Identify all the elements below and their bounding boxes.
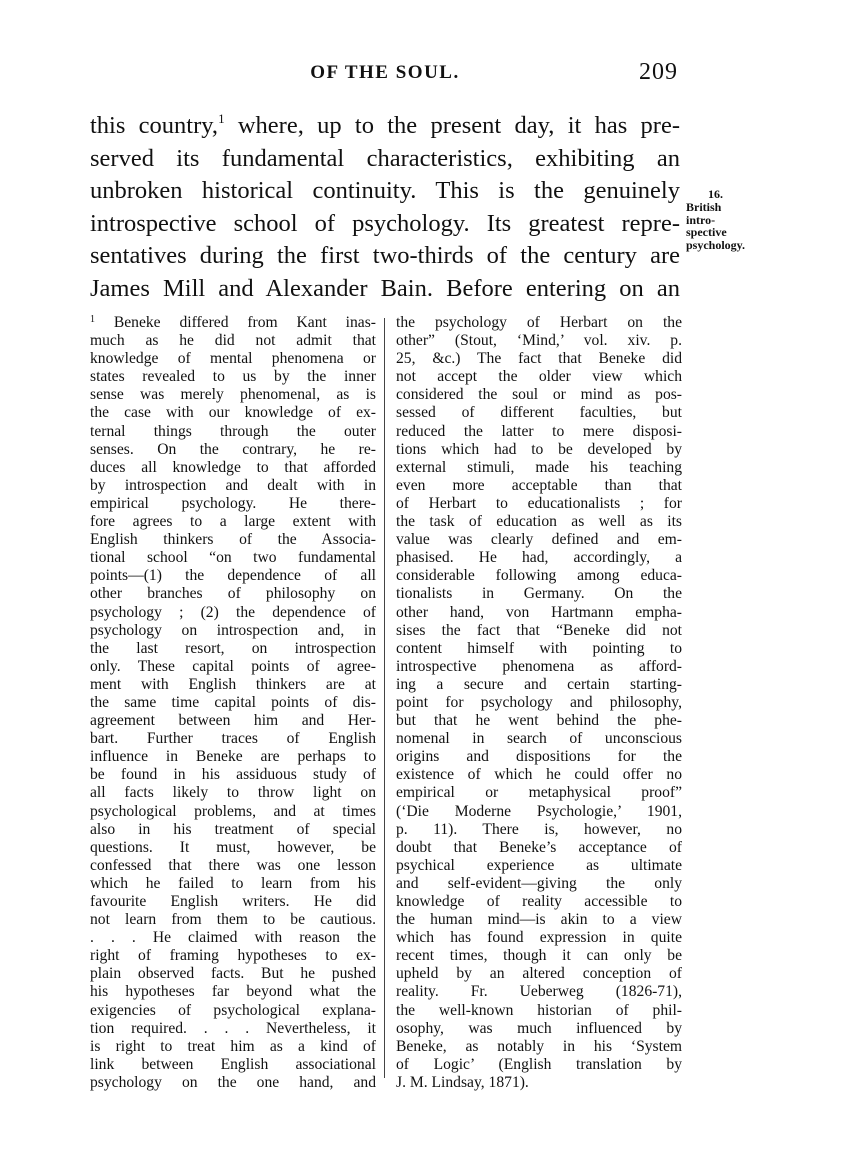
footnote-line: the last resort, on introspection bbox=[90, 639, 376, 657]
footnote-line: empirical psychology. He there- bbox=[90, 494, 376, 512]
footnote-line: agreement between him and Her- bbox=[90, 712, 376, 730]
footnote-line: existence of which he could offer no bbox=[396, 766, 682, 784]
footnote-line: knowledge of mental phenomena or bbox=[90, 350, 376, 368]
body-line: James Mill and Alexander Bain. Before entering on an bbox=[90, 274, 680, 302]
body-line: introspective school of psychology. Its greatest repre- bbox=[90, 209, 680, 237]
footnote-line: sises the fact that “Beneke did not bbox=[396, 621, 682, 639]
footnote-line: the case with our knowledge of ex- bbox=[90, 404, 376, 422]
footnote-line: the well-known historian of phil- bbox=[396, 1001, 682, 1019]
footnote-line: even more acceptable than that bbox=[396, 476, 682, 494]
footnote-marker: 1 bbox=[90, 314, 95, 325]
footnote-line: psychology on introspection and, in bbox=[90, 621, 376, 639]
footnote-line: confessed that there was one lesson bbox=[90, 856, 376, 874]
footnote-line: other branches of philosophy on bbox=[90, 585, 376, 603]
margin-note-number: 16. bbox=[708, 187, 723, 201]
body-line bbox=[90, 110, 680, 143]
footnote-line: other” (Stout, ‘Mind,’ vol. xiv. p. bbox=[396, 332, 682, 350]
footnote-line: which has found expression in quite bbox=[396, 929, 682, 947]
column-divider bbox=[384, 318, 385, 1078]
footnote-line: of Logic’ (English translation by bbox=[396, 1055, 682, 1073]
footnote-line: but that he went behind the phe- bbox=[396, 712, 682, 730]
footnote-line: upheld by an altered conception of bbox=[396, 965, 682, 983]
footnote-line: considered the soul or mind as pos- bbox=[396, 386, 682, 404]
footnote-left-column bbox=[90, 314, 376, 1092]
footnote-line: questions. It must, however, be bbox=[90, 838, 376, 856]
footnote-line: link between English associational bbox=[90, 1055, 376, 1073]
footnote-line: senses. On the contrary, he re- bbox=[90, 440, 376, 458]
footnote-line: psychological problems, and at times bbox=[90, 802, 376, 820]
footnote-line: the human mind—is akin to a view bbox=[396, 911, 682, 929]
footnote-line: Beneke, as notably in his ‘System bbox=[396, 1037, 682, 1055]
footnote-line: ment with English thinkers are at bbox=[90, 675, 376, 693]
page-number: 209 bbox=[639, 59, 678, 85]
footnote-line: osophy, was much influenced by bbox=[396, 1019, 682, 1037]
margin-note-line: spective bbox=[686, 225, 727, 240]
footnote-line: only. These capital points of agree- bbox=[90, 657, 376, 675]
footnote-line: content himself with pointing to bbox=[396, 639, 682, 657]
margin-note-line: British bbox=[686, 199, 722, 214]
footnote-line: considerable following among educa- bbox=[396, 567, 682, 585]
footnote-line: tions which had to be developed by bbox=[396, 440, 682, 458]
footnote-line: much as he did not admit that bbox=[90, 332, 376, 350]
footnote-line: and self-evident—giving the only bbox=[396, 874, 682, 892]
footnote-line: all facts likely to throw light on bbox=[90, 784, 376, 802]
footnote-line: by introspection and dealt with in bbox=[90, 476, 376, 494]
footnote-line: fore agrees to a large extent with bbox=[90, 513, 376, 531]
footnote-line: the psychology of Herbart on the bbox=[396, 314, 682, 331]
footnote-line: duces all knowledge to that afforded bbox=[90, 458, 376, 476]
footnote-line: nomenal in search of unconscious bbox=[396, 730, 682, 748]
footnote-line: bart. Further traces of English bbox=[90, 730, 376, 748]
footnote-line: right of framing hypotheses to ex- bbox=[90, 947, 376, 965]
footnote-line: sessed of different faculties, but bbox=[396, 404, 682, 422]
footnote-line: the same time capital points of dis- bbox=[90, 693, 376, 711]
footnote-line: tional school “on two fundamental bbox=[90, 549, 376, 567]
footnote-line: 25, &c.) The fact that Beneke did bbox=[396, 350, 682, 368]
footnote-line: be found in his assiduous study of bbox=[90, 766, 376, 784]
footnote-line: ing a secure and certain starting- bbox=[396, 675, 682, 693]
page-header bbox=[90, 59, 680, 92]
footnote-line: of Herbart to educationalists ; for bbox=[396, 494, 682, 512]
footnote-line: tion required. . . . Nevertheless, it bbox=[90, 1019, 376, 1037]
footnote-reference: 1 bbox=[218, 111, 225, 126]
footnote-line: English thinkers of the Associa- bbox=[90, 531, 376, 549]
footnote-line: other hand, von Hartmann empha- bbox=[396, 603, 682, 621]
margin-note-line: psychology. bbox=[686, 238, 746, 253]
footnote-line: plain observed facts. But he pushed bbox=[90, 965, 376, 983]
footnote-line: influence in Beneke are perhaps to bbox=[90, 748, 376, 766]
body-line: served its fundamental characteristics, exhibiting an bbox=[90, 144, 680, 172]
footnote-line: knowledge of reality accessible to bbox=[396, 893, 682, 910]
footnote-line: (‘Die Moderne Psychologie,’ 1901, bbox=[396, 802, 682, 820]
footnote-line: point for psychology and philosophy, bbox=[396, 693, 682, 711]
body-line: sentatives during the first two-thirds of the century are bbox=[90, 242, 680, 270]
footnote-line: reality. Fr. Ueberweg (1826-71), bbox=[396, 983, 682, 1001]
footnote-line: tionalists in Germany. On the bbox=[396, 585, 682, 603]
footnote-line-text: Beneke differed from Kant inas- bbox=[95, 314, 376, 331]
footnote-line: not accept the older view which bbox=[396, 368, 682, 386]
footnote-line: value was clearly defined and em- bbox=[396, 531, 682, 549]
footnote-line: phasised. He had, accordingly, a bbox=[396, 549, 682, 567]
body-line-text: this country, bbox=[90, 112, 219, 139]
main-body-text bbox=[90, 110, 680, 306]
footnote-line: points—(1) the dependence of all bbox=[90, 567, 376, 585]
footnote-line: the task of education as well as its bbox=[396, 513, 682, 531]
footnote-line: also in his treatment of special bbox=[90, 820, 376, 838]
margin-note bbox=[686, 188, 796, 252]
footnote-line: external stimuli, made his teaching bbox=[396, 458, 682, 476]
body-line: unbroken historical continuity. This is the genuinely bbox=[90, 177, 680, 205]
footnote-line: origins and dispositions for the bbox=[396, 748, 682, 766]
footnote-line: sense was merely phenomenal, as is bbox=[90, 386, 376, 404]
footnote-line: favourite English writers. He did bbox=[90, 893, 376, 910]
footnote-line: reduced the latter to mere disposi- bbox=[396, 422, 682, 440]
footnote-line: is right to treat him as a kind of bbox=[90, 1037, 376, 1055]
footnote-line: exigencies of psychological explana- bbox=[90, 1001, 376, 1019]
footnote-line: introspective phenomena as afford- bbox=[396, 657, 682, 675]
footnote-line: p. 11). There is, however, no bbox=[396, 820, 682, 838]
footnote-line: . . . He claimed with reason the bbox=[90, 929, 376, 947]
footnote-line: recent times, though it can only be bbox=[396, 947, 682, 965]
body-line-text: where, up to the present day, it has pre- bbox=[224, 112, 680, 139]
footnote-line: doubt that Beneke’s acceptance of bbox=[396, 838, 682, 856]
footnote-line: psychical experience as ultimate bbox=[396, 856, 682, 874]
footnote-line: empirical or metaphysical proof” bbox=[396, 784, 682, 802]
margin-note-line: intro- bbox=[686, 212, 716, 227]
footnote-line: not learn from them to be cautious. bbox=[90, 911, 376, 929]
footnote-line: J. M. Lindsay, 1871). bbox=[396, 1073, 529, 1091]
footnote-right-column bbox=[396, 314, 682, 1092]
footnote-line: psychology ; (2) the dependence of bbox=[90, 603, 376, 621]
footnote-line bbox=[90, 314, 376, 332]
footnote-line: states revealed to us by the inner bbox=[90, 368, 376, 386]
footnote-line: which he failed to learn from his bbox=[90, 874, 376, 892]
footnote-line: his hypotheses far beyond what the bbox=[90, 983, 376, 1001]
footnote-line: ternal things through the outer bbox=[90, 422, 376, 440]
running-title: OF THE SOUL. bbox=[310, 62, 460, 83]
footnote-line: psychology on the one hand, and bbox=[90, 1073, 376, 1091]
